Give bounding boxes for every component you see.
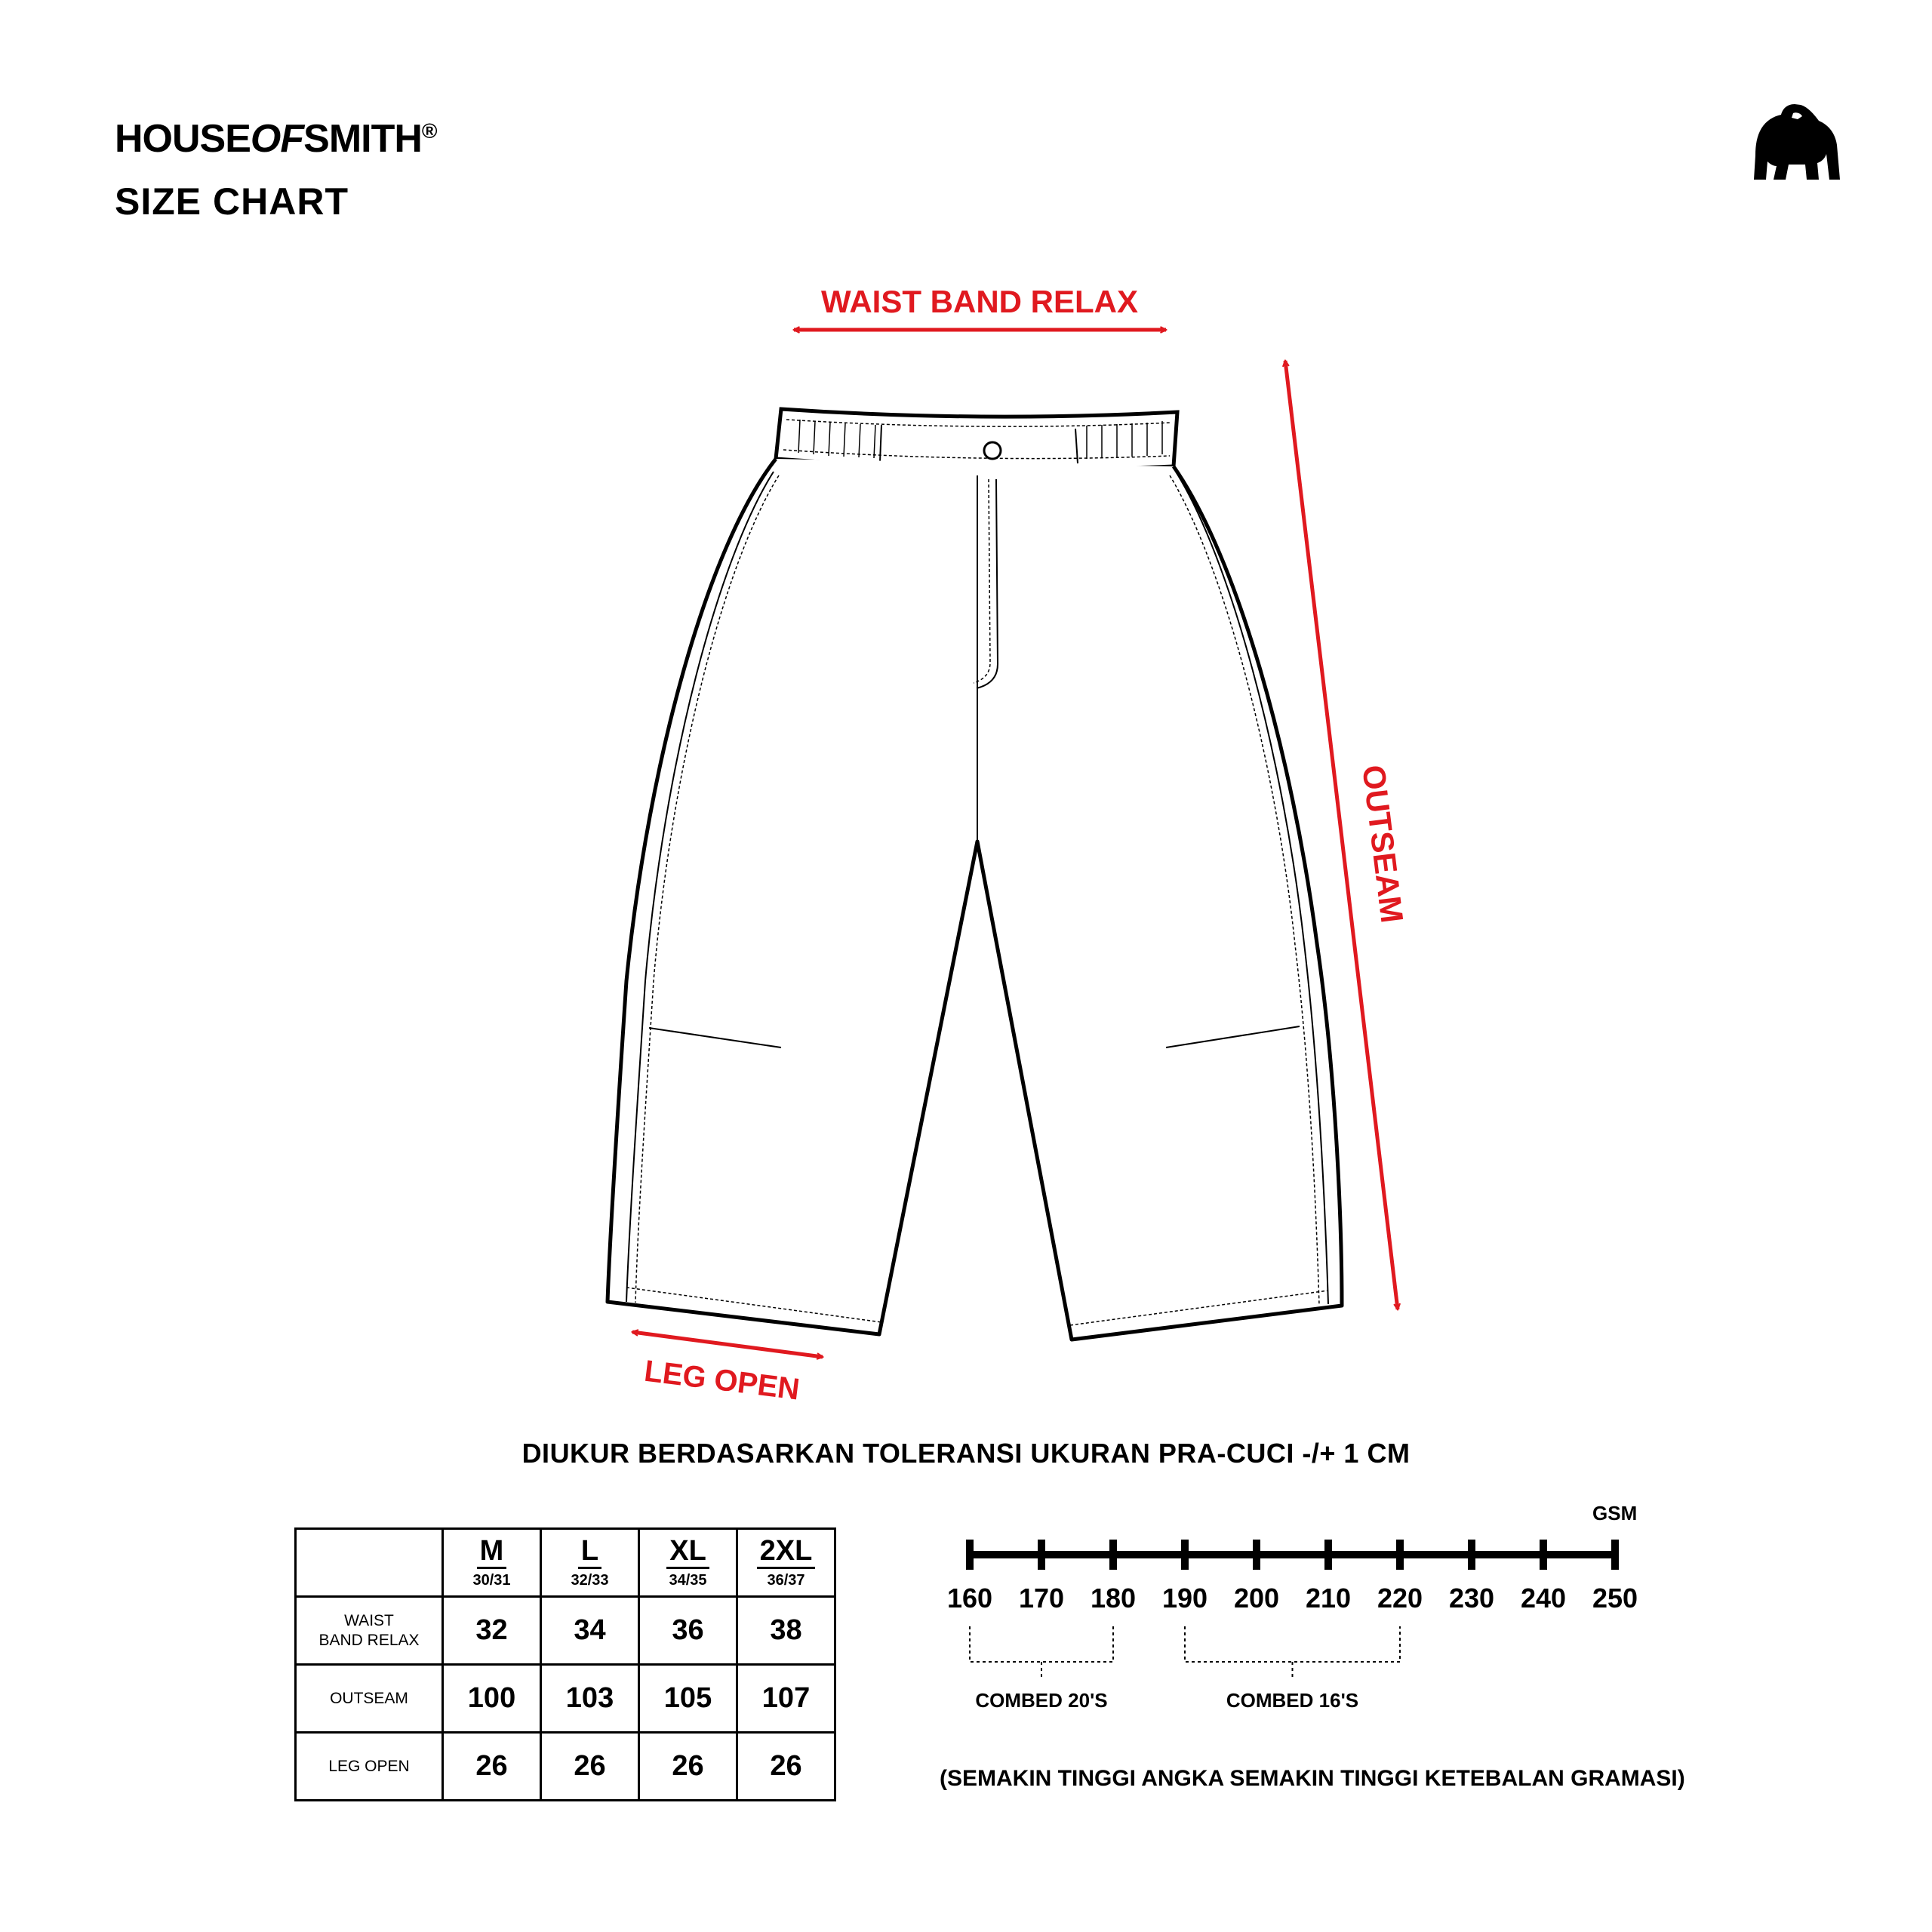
pants-outline <box>608 459 1342 1340</box>
size-header <box>639 1529 737 1597</box>
size-label: XL <box>666 1537 709 1569</box>
size-label: L <box>578 1537 601 1569</box>
table-cell: 32 <box>443 1597 541 1665</box>
table-row <box>296 1733 835 1801</box>
page-title: SIZE CHART <box>115 180 349 223</box>
gsm-tick-label: 240 <box>1520 1583 1567 1614</box>
gsm-range-bracket <box>970 1626 1113 1662</box>
table-cell: 105 <box>639 1665 737 1733</box>
gsm-tick-label: 220 <box>1377 1583 1423 1614</box>
size-alt: 30/31 <box>472 1571 511 1589</box>
measurement-note: DIUKUR BERDASARKAN TOLERANSI UKURAN PRA-CUCI -/+ 1 CM <box>521 1438 1411 1469</box>
table-row <box>296 1597 835 1665</box>
gsm-scale <box>921 1494 1751 1743</box>
table-cell: 26 <box>737 1733 835 1801</box>
size-header <box>541 1529 639 1597</box>
table-cell: 26 <box>639 1733 737 1801</box>
registered-mark: ® <box>421 119 437 143</box>
table-cell: 26 <box>443 1733 541 1801</box>
gsm-tick-label: 160 <box>946 1583 993 1614</box>
gsm-tick-label: 190 <box>1161 1583 1208 1614</box>
row-label <box>296 1597 443 1665</box>
table-cell: 36 <box>639 1597 737 1665</box>
gsm-tick-label: 210 <box>1305 1583 1352 1614</box>
leg-open-arrow <box>632 1332 823 1357</box>
gsm-footnote-text: (SEMAKIN TINGGI ANGKA SEMAKIN TINGGI KETEBALAN GRAMASI) <box>940 1766 1685 1791</box>
gsm-unit-label: GSM <box>1592 1502 1638 1524</box>
size-alt: 34/35 <box>669 1571 707 1589</box>
table-cell: 34 <box>541 1597 639 1665</box>
row-label <box>296 1665 443 1733</box>
gsm-tick-label: 180 <box>1090 1583 1137 1614</box>
table-cell: 38 <box>737 1597 835 1665</box>
size-alt: 36/37 <box>767 1571 805 1589</box>
table-cell: 100 <box>443 1665 541 1733</box>
brand-name-part1: HOUSE <box>115 117 251 161</box>
row-label-line1: WAIST <box>344 1612 394 1630</box>
brand-name-part2: OF <box>250 117 304 161</box>
waist-button <box>984 442 1001 459</box>
row-label <box>296 1733 443 1801</box>
size-table <box>294 1527 836 1801</box>
gsm-range-label: COMBED 16'S <box>1226 1689 1359 1712</box>
gsm-tick-label: 230 <box>1448 1583 1495 1614</box>
gsm-range-label: COMBED 20'S <box>975 1689 1108 1712</box>
size-header <box>737 1529 835 1597</box>
gsm-range-bracket <box>1185 1626 1400 1662</box>
table-row <box>296 1665 835 1733</box>
leg-open-label: LEG OPEN <box>642 1354 801 1407</box>
gsm-tick-label: 170 <box>1018 1583 1065 1614</box>
size-label: 2XL <box>757 1537 816 1569</box>
corner-cell <box>296 1529 443 1597</box>
table-cell: 26 <box>541 1733 639 1801</box>
waist-label: WAIST BAND RELAX <box>821 284 1138 319</box>
size-label: M <box>477 1537 507 1569</box>
size-header-row <box>296 1529 835 1597</box>
row-label-line2: BAND RELAX <box>318 1631 420 1649</box>
outseam-label: OUTSEAM <box>1355 763 1411 925</box>
brand-name-part3: SMITH <box>303 117 422 161</box>
size-alt: 32/33 <box>571 1571 609 1589</box>
gsm-tick-label: 200 <box>1233 1583 1280 1614</box>
table-cell: 103 <box>541 1665 639 1733</box>
gsm-tick-label: 250 <box>1592 1583 1638 1614</box>
size-header <box>443 1529 541 1597</box>
table-cell: 107 <box>737 1665 835 1733</box>
row-label-line1: LEG OPEN <box>328 1757 410 1775</box>
row-label-line1: OUTSEAM <box>330 1689 408 1707</box>
